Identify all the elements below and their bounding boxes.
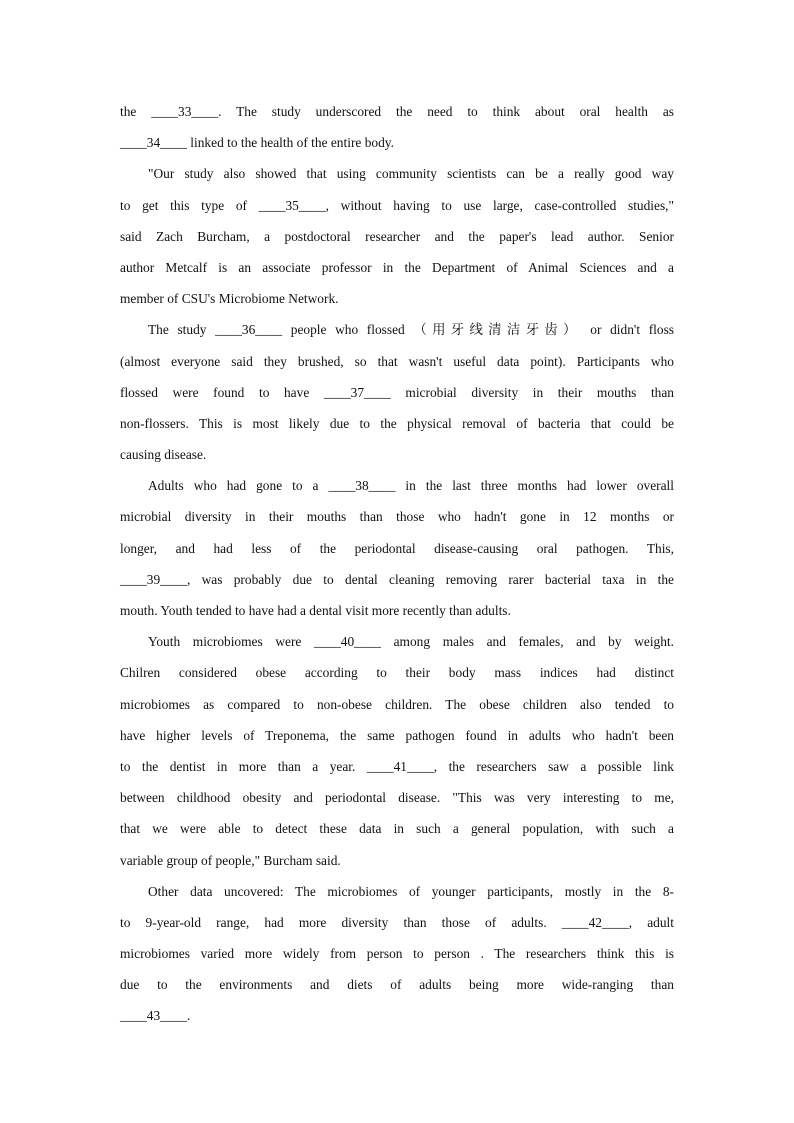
text-line: the ____33____. The study underscored the need to think about oral health as [120,104,674,119]
text-line: member of CSU's Microbiome Network. [120,291,339,307]
text-line: non-flossers. This is most likely due to the physical removal of bacteria that could be [120,415,674,431]
text-line: that we were able to detect these data in such a general population, with such a [120,821,674,837]
paragraph-1 [120,96,674,158]
text-line: to 9-year-old range, had more diversity than those of adults. ____42____, adult [120,914,674,930]
text-line: microbiomes as compared to non-obese children. The obese children also tended to [120,696,674,712]
text-line: causing disease. [120,447,207,463]
paragraph-2 [120,158,674,314]
text-line: to the dentist in more than a year. ____41____, the researchers saw a possible link [120,758,674,774]
text-line: longer, and had less of the periodontal disease-causing oral pathogen. This, [120,540,674,556]
text-line: Chilren considered obese according to their body mass indices had distinct [120,665,674,681]
text-line: ____34____ linked to the health of the entire body. [120,135,394,151]
text-line: variable group of people," Burcham said. [120,852,341,868]
text-line: microbiomes varied more widely from person to person . The researchers think this is [120,946,674,962]
text-line: (almost everyone said they brushed, so that wasn't useful data point). Participants who [120,353,674,369]
text-line: ____43____. [120,1008,191,1024]
text-line: Adults who had gone to a ____38____ in the last three months had lower overall [148,478,674,494]
text-line: Other data uncovered: The microbiomes of younger participants, mostly in the 8- [148,883,674,899]
paragraph-4 [120,470,674,626]
text-line: flossed were found to have ____37____ microbial diversity in their mouths than [120,384,674,400]
text-line: due to the environments and diets of adults being more wide-ranging than [120,977,674,993]
text-line: said Zach Burcham, a postdoctoral researcher and the paper's lead author. Senior [120,228,674,244]
text-line: "Our study also showed that using community scientists can be a really good way [148,166,674,182]
text-line: Youth microbiomes were ____40____ among males and females, and by weight. [148,634,674,650]
text-line: microbial diversity in their mouths than those who hadn't gone in 12 months or [120,509,674,525]
document-page [120,96,674,1032]
text-line: The study ____36____ people who flossed （用牙线清洁牙齿） or didn't floss [148,322,674,338]
text-line: ____39____, was probably due to dental cleaning removing rarer bacterial taxa in the [120,571,674,587]
text-line: have higher levels of Treponema, the same pathogen found in adults who hadn't been [120,727,674,743]
text-line: mouth. Youth tended to have had a dental visit more recently than adults. [120,603,511,618]
text-line: between childhood obesity and periodontal disease. "This was very interesting to me, [120,790,674,806]
text-line: author Metcalf is an associate professor in the Department of Animal Sciences and a [120,259,674,275]
paragraph-3 [120,314,674,470]
paragraph-5 [120,626,674,876]
text-line: to get this type of ____35____, without having to use large, case-controlled studies," [120,197,674,213]
paragraph-6 [120,876,674,1032]
